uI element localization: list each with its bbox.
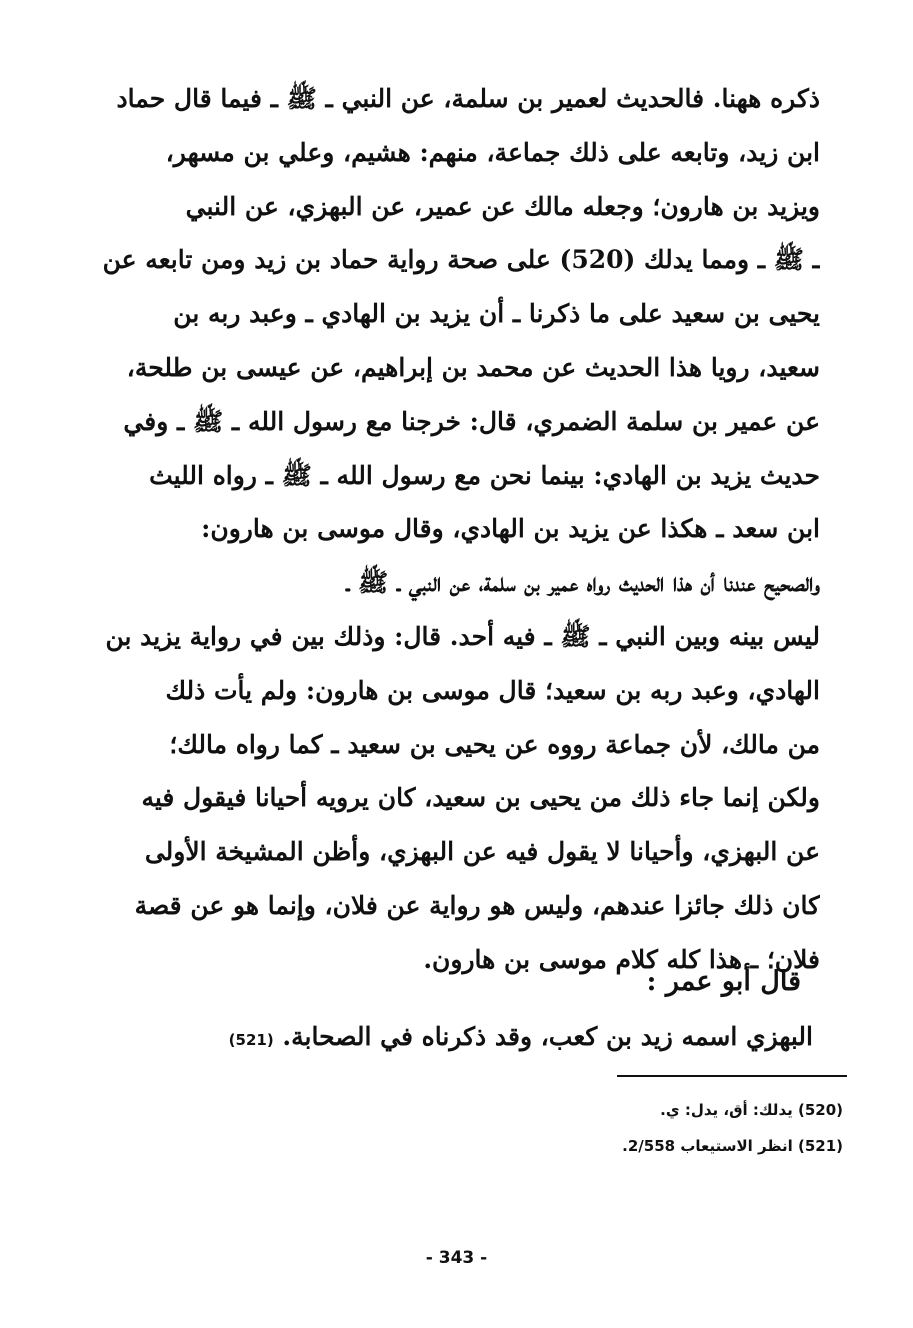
text-line: ويزيد بن هارون؛ وجعله مالك عن عمير، عن البهزي، عن النبي bbox=[185, 191, 820, 221]
text-line: ابن سعد ـ هكذا عن يزيد بن الهادي، وقال موسى بن هارون: bbox=[201, 514, 820, 544]
text-line: عن عمير بن سلمة الضمري، قال: خرجنا مع رسول الله ـ ﷺ ـ وفي bbox=[123, 406, 820, 436]
text-line: الهادي، وعبد ربه بن سعيد؛ قال موسى بن هارون: ولم يأت ذلك bbox=[165, 675, 820, 705]
text-line: ـ ﷺ ـ ومما يدلك (520) على صحة رواية حماد بن زيد ومن تابعه عن bbox=[102, 245, 820, 275]
text-line: ليس بينه وبين النبي ـ ﷺ ـ فيه أحد. قال: وذلك بين في رواية يزيد بن bbox=[105, 621, 820, 651]
footnote-reference: (521) bbox=[228, 1031, 274, 1049]
footnote-separator bbox=[617, 1075, 847, 1077]
text-line: والصحيح عندنا أن هذا الحديث رواه عمير بن سلمة، عن النبي ـ ﷺ ـ bbox=[346, 568, 820, 598]
text-line: كان ذلك جائزا عندهم، وليس هو رواية عن فلان، وإنما هو عن قصة bbox=[134, 890, 820, 920]
text-line: سعيد، رويا هذا الحديث عن محمد بن إبراهيم، عن عيسى بن طلحة، bbox=[126, 352, 820, 382]
footnote-item: (520) يدلك: أق، يدل: ي. bbox=[660, 1101, 843, 1119]
page-number: - 343 - bbox=[425, 1248, 488, 1268]
footnotes bbox=[622, 1092, 843, 1164]
section-heading: قال أبو عمر : bbox=[646, 966, 801, 997]
text-line: يحيى بن سعيد على ما ذكرنا ـ أن يزيد بن الهادي ـ وعبد ربه بن bbox=[173, 299, 820, 329]
footnote-item: (521) انظر الاستيعاب 2/558. bbox=[622, 1137, 843, 1155]
text-line: ابن زيد، وتابعه على ذلك جماعة، منهم: هشيم، وعلي بن مسهر، bbox=[165, 137, 820, 167]
closing-paragraph bbox=[229, 1022, 813, 1051]
text-line: ذكره ههنا. فالحديث لعمير بن سلمة، عن النبي ـ ﷺ ـ فيما قال حماد bbox=[116, 84, 820, 113]
text-line: من مالك، لأن جماعة رووه عن يحيى بن سعيد ـ كما رواه مالك؛ bbox=[169, 729, 820, 759]
closing-text: البهزي اسمه زيد بن كعب، وقد ذكرناه في الصحابة. bbox=[282, 1022, 813, 1051]
main-text bbox=[92, 72, 820, 987]
text-line: فلان؛ ـ هذا كله كلام موسى بن هارون. bbox=[423, 944, 820, 974]
text-line: ولكن إنما جاء ذلك من يحيى بن سعيد، كان يرويه أحيانا فيقول فيه bbox=[141, 783, 820, 813]
text-line: حديث يزيد بن الهادي: بينما نحن مع رسول الله ـ ﷺ ـ رواه الليث bbox=[149, 460, 820, 490]
text-line: عن البهزي، وأحيانا لا يقول فيه عن البهزي، وأظن المشيخة الأولى bbox=[144, 837, 820, 867]
